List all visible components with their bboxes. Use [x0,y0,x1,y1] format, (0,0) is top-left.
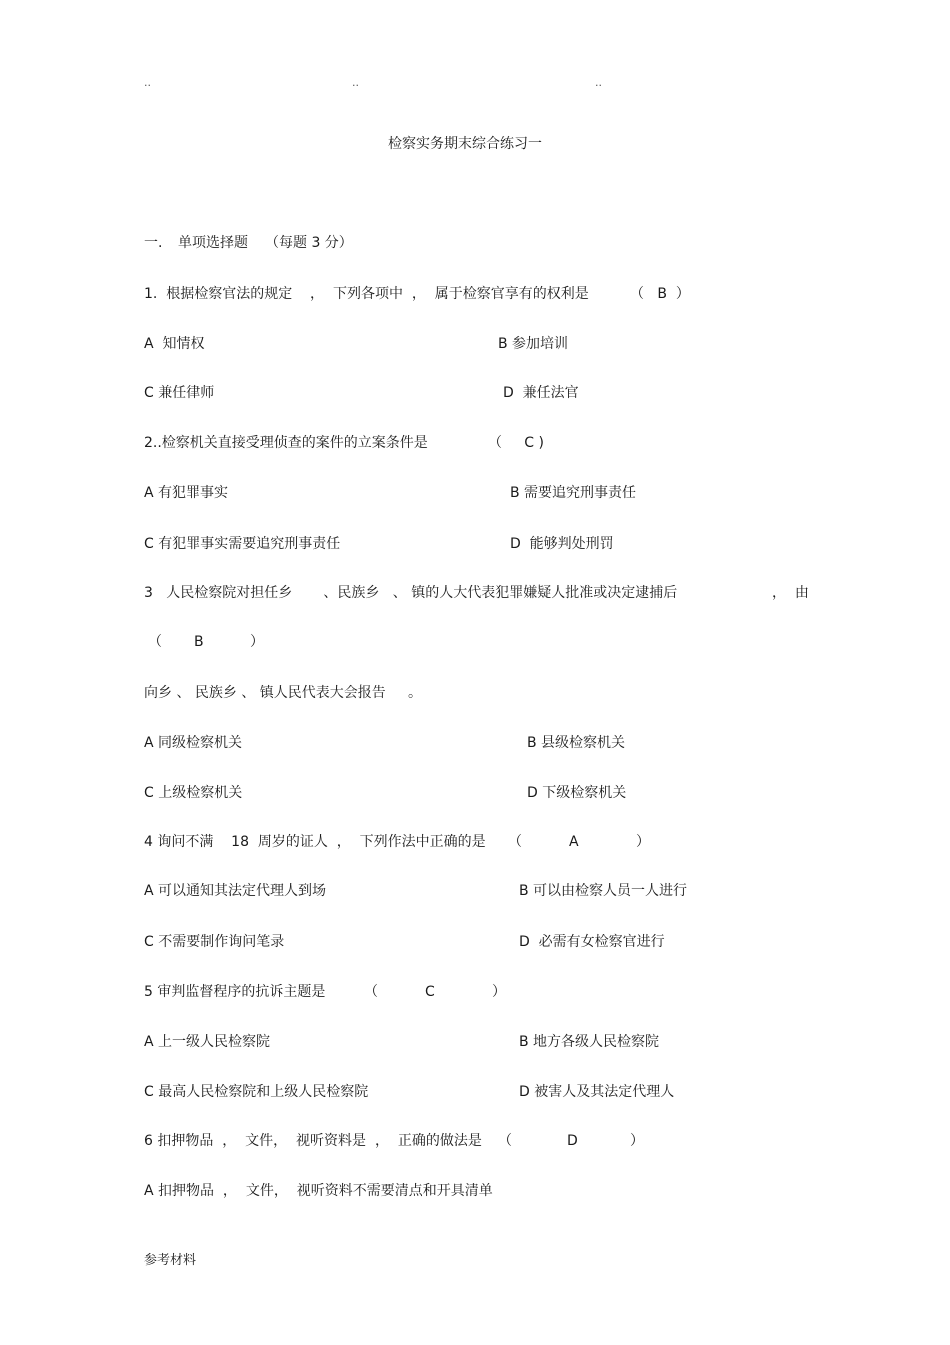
question-1-option-d: D 兼任法官 [503,385,579,401]
question-3-stem-continued: 向乡 、 民族乡 、 镇人民代表大会报告 。 [144,685,423,701]
question-6-answer-open: （ [498,1133,512,1149]
header-mark: .. [595,76,602,89]
question-5-answer-open: （ [364,984,378,1000]
page-title: 检察实务期末综合练习一 [388,136,542,152]
question-3-answer: B [194,634,204,650]
question-5-option-b: B 地方各级人民检察院 [519,1034,660,1050]
question-5-option-c: C 最高人民检察院和上级人民检察院 [144,1084,369,1100]
question-1-option-a: A 知情权 [144,336,205,352]
question-1-answer: （ B ） [630,286,690,302]
section-number: 一. [144,235,163,251]
section-note: （每题 3 分） [265,235,353,251]
question-5-stem: 5 审判监督程序的抗诉主题是 [144,984,326,1000]
question-6-option-a: A 扣押物品 ， 文件， 视听资料不需要清点和开具清单 [144,1183,493,1199]
section-name: 单项选择题 [178,235,248,251]
question-4-option-b: B 可以由检察人员一人进行 [519,883,688,899]
question-3-option-d: D 下级检察机关 [527,785,627,801]
question-1-option-c: C 兼任律师 [144,385,215,401]
question-4-option-a: A 可以通知其法定代理人到场 [144,883,327,899]
header-mark: .. [352,76,359,89]
question-6-answer-close: ） [630,1133,644,1149]
question-5-option-a: A 上一级人民检察院 [144,1034,271,1050]
page-footer: 参考材料 [144,1253,197,1268]
question-3-option-b: B 县级检察机关 [527,735,626,751]
question-1-option-b: B 参加培训 [498,336,569,352]
question-5-option-d: D 被害人及其法定代理人 [519,1084,675,1100]
question-4-answer-close: ） [636,834,650,850]
question-2-option-a: A 有犯罪事实 [144,485,229,501]
question-3-answer-close: ） [250,634,264,650]
question-4-option-d: D 必需有女检察官进行 [519,934,665,950]
question-4-answer: A [569,834,579,850]
question-2-option-d: D 能够判处刑罚 [510,536,614,552]
question-3-answer-open: （ [148,634,162,650]
question-1-stem: 1. 根据检察官法的规定 ， 下列各项中 ， 属于检察官享有的权利是 [144,286,589,302]
question-3-stem-tail: ， 由 [772,585,809,601]
question-6-stem: 6 扣押物品 ， 文件， 视听资料是 ， 正确的做法是 [144,1133,482,1149]
header-mark: .. [144,76,151,89]
question-3-option-c: C 上级检察机关 [144,785,243,801]
question-5-answer-close: ） [492,984,506,1000]
question-6-answer: D [567,1133,578,1149]
question-2-option-b: B 需要追究刑事责任 [510,485,637,501]
question-2-stem: 2..检察机关直接受理侦查的案件的立案条件是 [144,435,428,451]
question-2-option-c: C 有犯罪事实需要追究刑事责任 [144,536,341,552]
question-4-option-c: C 不需要制作询问笔录 [144,934,285,950]
question-2-answer: （ C ) [488,435,544,451]
question-5-answer: C [425,984,435,1000]
question-3-option-a: A 同级检察机关 [144,735,243,751]
question-3-stem: 3 人民检察院对担任乡 、民族乡 、 镇的人大代表犯罪嫌疑人批准或决定逮捕后 [144,585,678,601]
question-4-stem: 4 询问不满 18 周岁的证人 ， 下列作法中正确的是 [144,834,486,850]
question-4-answer-open: （ [508,834,522,850]
